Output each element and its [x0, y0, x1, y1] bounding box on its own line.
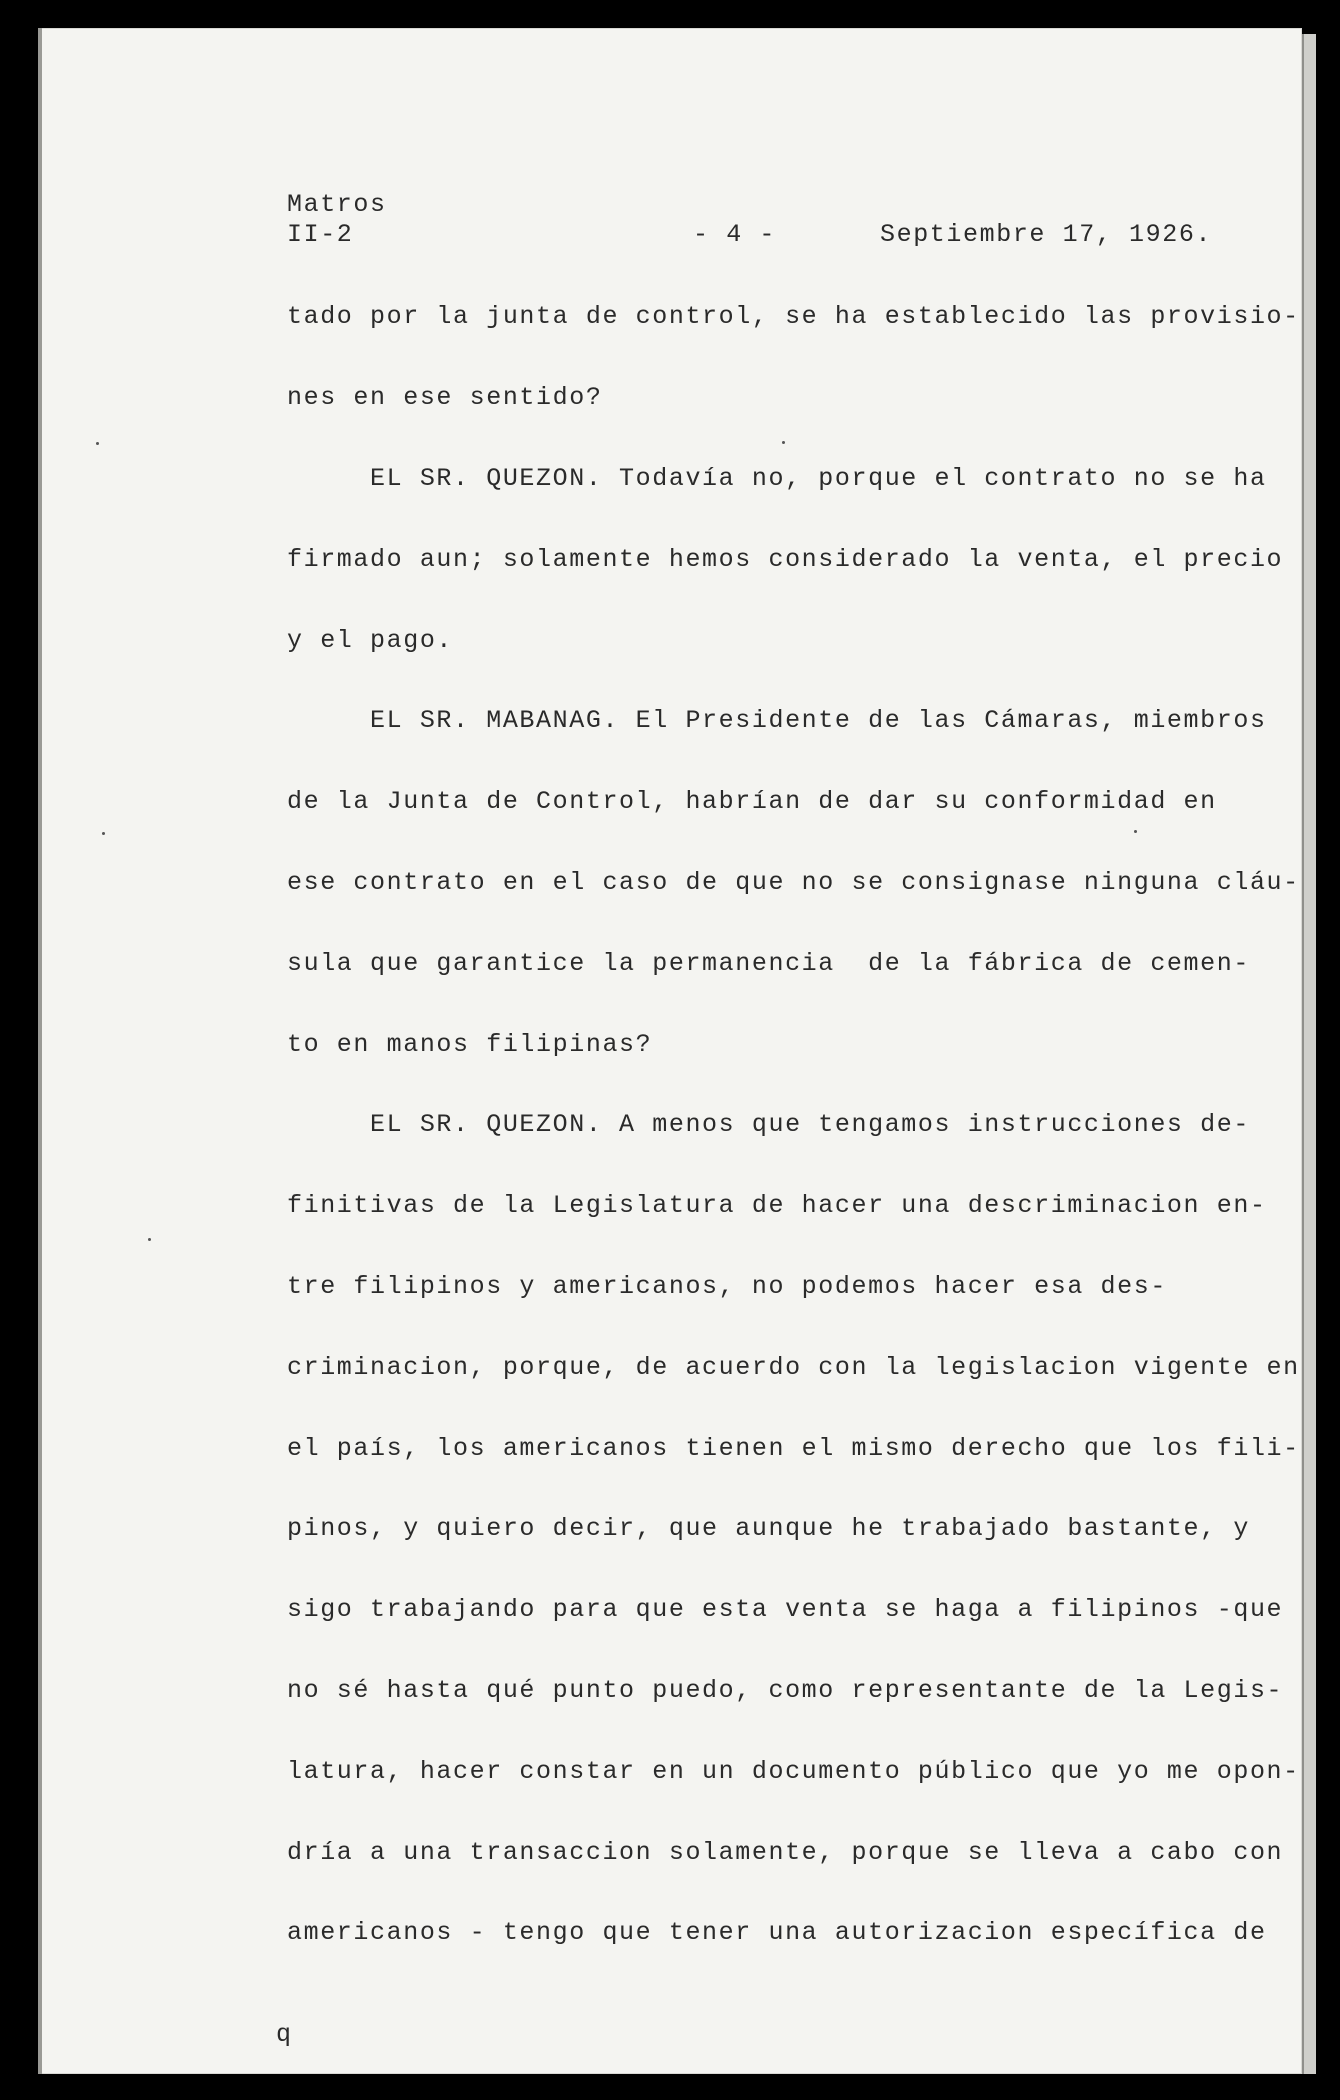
body-line: americanos - tengo que tener una autorizacion específica de	[287, 1918, 1267, 1947]
body-line: finitivas de la Legislatura de hacer una descriminacion en-	[287, 1191, 1267, 1220]
header-code: II-2	[287, 220, 354, 249]
body-line: tre filipinos y americanos, no podemos hacer esa des-	[287, 1272, 1167, 1301]
scan-speck	[148, 1238, 151, 1241]
page-left-edge	[38, 28, 42, 2074]
body-line: latura, hacer constar en un documento público que yo me opon-	[287, 1757, 1300, 1786]
scan-speck	[782, 441, 785, 444]
body-line: firmado aun; solamente hemos considerado la venta, el precio	[287, 545, 1284, 574]
body-line: el país, los americanos tienen el mismo derecho que los fili-	[287, 1434, 1300, 1463]
body-line: EL SR. QUEZON. A menos que tengamos instrucciones de-	[287, 1110, 1250, 1139]
body-line: dría a una transaccion solamente, porque se lleva a cabo con	[287, 1838, 1284, 1867]
scan-speck	[96, 442, 99, 445]
header-name: Matros	[287, 190, 387, 219]
body-line: ese contrato en el caso de que no se consignase ninguna cláu-	[287, 868, 1300, 897]
body-line: criminacion, porque, de acuerdo con la legislacion vigente en	[287, 1353, 1300, 1382]
page-right-edge	[1302, 34, 1316, 2074]
footer-mark: q	[276, 2020, 292, 2049]
body-line: nes en ese sentido?	[287, 383, 603, 412]
page-number-marker: - 4 -	[693, 220, 777, 249]
body-line: y el pago.	[287, 626, 454, 655]
body-line: EL SR. QUEZON. Todavía no, porque el contrato no se ha	[287, 464, 1267, 493]
header-date: Septiembre 17, 1926.	[880, 220, 1213, 249]
body-line: no sé hasta qué punto puedo, como representante de la Legis-	[287, 1676, 1284, 1705]
scan-speck	[102, 832, 105, 835]
body-line: EL SR. MABANAG. El Presidente de las Cámaras, miembros	[287, 706, 1267, 735]
scan-speck	[1134, 830, 1137, 833]
body-line: de la Junta de Control, habrían de dar su conformidad en	[287, 787, 1217, 816]
body-line: pinos, y quiero decir, que aunque he trabajado bastante, y	[287, 1514, 1250, 1543]
body-line: sigo trabajando para que esta venta se haga a filipinos -que	[287, 1595, 1284, 1624]
body-line: sula que garantice la permanencia de la fábrica de cemen-	[287, 949, 1250, 978]
body-line: tado por la junta de control, se ha establecido las provisio-	[287, 302, 1300, 331]
body-line: to en manos filipinas?	[287, 1030, 653, 1059]
